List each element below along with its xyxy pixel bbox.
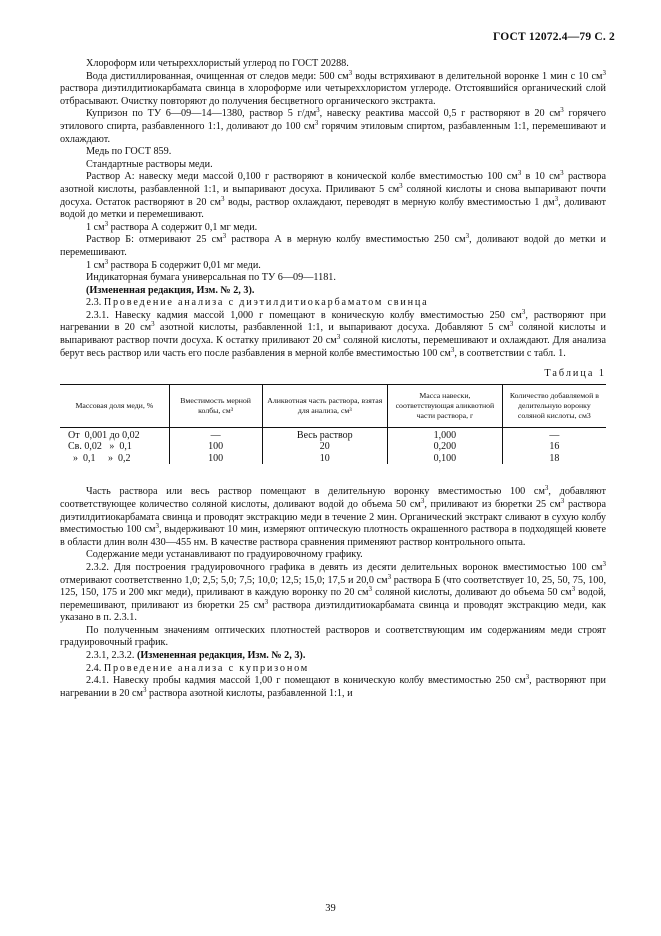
paragraph: Хлороформ или четыреххлористый углерод по ГОСТ 20288.	[86, 58, 349, 69]
table-row	[60, 441, 606, 453]
table-cell: От 0,001 до 0,02	[68, 429, 140, 441]
table-header-cell: Масса навески, соответствующая аликвотной части раствора, г	[388, 384, 503, 427]
table-1	[60, 384, 606, 465]
table-row	[60, 427, 606, 441]
text-block-top	[60, 58, 606, 360]
paragraph: 2.3.1, 2.3.2. (Измененная редакция, Изм. № 2, 3).	[86, 650, 306, 662]
paragraph: 2.3.2. Для построения градуировочного графика в девять из десяти делительных воронок вместимостью 100 $см^3$ отмеривают соответственно 1,0; 2,5; 5,0; 7,5; 10,0; 12,5; 15,0; 17,5 и 20,0 $см^3$ раствора Б (что соответствует 10, 25, 50, 75, 100, 125, 150, 175 и 200 мкг меди), приливают в каждую воронку по 20 $см^3$ соляной кислоты, доливают до объема 50 $см^3$ водой, перемешивают, приливают из бюретки 25 $см^3$ раствора диэтилдитиокарбамата свинца и проводят экстракцию меди, как указано в п. 2.3.1.	[60, 559, 606, 624]
table-cell: 0,200	[388, 441, 503, 453]
table-cell: Весь раствор	[262, 427, 388, 441]
paragraph: 2.4. Проведение анализа с купризоном	[86, 662, 310, 674]
table-cell: 1,000	[388, 427, 503, 441]
table-header-cell: Вместимость мерной колбы, см³	[169, 384, 262, 427]
table-cell: 100	[169, 453, 262, 465]
page-number: 39	[325, 903, 336, 914]
paragraph: По полученным значениям оптических плотностей растворов и соответствующим им содержаниям меди строят градуировочный график.	[60, 624, 606, 649]
paragraph: Раствор А: навеску меди массой 0,100 г растворяют в конической колбе вместимостью 100 $см^3$ в 10 $см^3$ раствора азотной кислоты, разбавленной 1:1, и выпаривают досуха. Приливают 5 $см^3$ соляной кислоты и снова выпаривают почти досуха. Остаток растворяют в 20 $см^3$ воды, раствор охлаждают, переводят в мерную колбу вместимостью 1 $дм^3$, доливают водой до метки и перемешивают.	[60, 169, 607, 221]
table-caption: Таблица 1	[544, 368, 606, 380]
page-header: ГОСТ 12072.4—79 С. 2	[492, 31, 615, 43]
table-cell: Св. 0,02 » 0,1	[68, 441, 132, 453]
paragraph: 2.4.1. Навеску пробы кадмия массой 1,00 г помещают в коническую колбу вместимостью 250 $см^3$, растворяют при нагревании в 20 $см^3$ раствора азотной кислоты, разбавленной 1:1, и	[60, 673, 606, 699]
table-header-row	[60, 384, 606, 427]
table-cell: —	[502, 427, 606, 441]
text-block-bottom	[60, 486, 606, 700]
paragraph: Купризон по ТУ 6—09—14—1380, раствор 5 $г/дм^3$, навеску реактива массой 0,5 г растворяют в 20 $см^3$ горячего этилового спирта, разбавленного 1:1, доливают до 100 $см^3$ горячим этиловым спиртом, разбавленным 1:1, перемешивают и охлаждают.	[60, 106, 606, 145]
table-header-cell: Аликвотная часть раствора, взятая для анализа, см³	[262, 384, 388, 427]
table-cell: 20	[262, 441, 388, 453]
table-body	[60, 427, 606, 464]
paragraph: Часть раствора или весь раствор помещают в делительную воронку вместимостью 100 $см^3$, добавляют соответствующее количество соляной кислоты, доливают водой до объема 50 $см^3$, приливают из бюретки 25 $см^3$ раствора диэтилдитиокарбамата свинца и проводят экстракцию меди в течение 2 мин. Органический экстракт сливают в сухую колбу вместимостью 100 $см^3$, выдерживают 10 мин, измеряют оптическую плотность окрашенного раствора в подходящей кювете в области длин волн 430—455 нм. В качестве раствора сравнения применяют раствор контрольного опыта.	[60, 484, 607, 548]
table-header-cell: Массовая доля меди, %	[60, 384, 169, 427]
paragraph: Вода дистиллированная, очищенная от следов меди: 500 $см^3$ воды встряхивают в делительной воронке 1 мин с 10 $см^3$ раствора диэтилдитиокарбамата свинца в хлороформе или четыреххлористом углероде. Отстоявшийся органический слой отбрасывают. Очистку повторяют до получения бесцветного органического экстракта.	[60, 68, 607, 107]
table-cell: 10	[262, 453, 388, 465]
table-cell: 0,100	[388, 453, 503, 465]
table-cell: —	[169, 427, 262, 441]
table-row	[60, 453, 606, 465]
table-header-cell: Количество добавляемой в делительную воронку соляной кислоты, см3	[502, 384, 606, 427]
paragraph: Содержание меди устанавливают по градуировочному графику.	[86, 549, 363, 561]
table-cell: 18	[502, 453, 606, 465]
paragraph: 1 $см^3$ раствора Б содержит 0,01 мг меди.	[86, 257, 261, 271]
paragraph: Индикаторная бумага универсальная по ТУ 6—09—1181.	[86, 272, 336, 284]
table-cell: 100	[169, 441, 262, 453]
paragraph: (Измененная редакция, Изм. № 2, 3).	[86, 284, 255, 296]
paragraph: 2.3. Проведение анализа с диэтилдитиокарбаматом свинца	[86, 297, 429, 309]
paragraph: 1 $см^3$ раствора А содержит 0,1 мг меди.	[86, 219, 258, 233]
table-cell: » 0,1 » 0,2	[68, 452, 131, 464]
paragraph: Медь по ГОСТ 859.	[86, 146, 172, 158]
paragraph: 2.3.1. Навеску кадмия массой 1,000 г помещают в коническую колбу вместимостью 250 $см^3$, растворяют при нагревании в 20 $см^3$ азотной кислоты, разбавленной 1:1, и выпаривают досуха. Добавляют 5 $см^3$ соляной кислоты и выпаривают раствор почти досуха. К остатку приливают 20 $см^3$ соляной кислоты, перемешивают и охлаждают. Для анализа берут весь раствор или часть его после разбавления в мерной колбе вместимостью 100 $см^3$, в соответствии с табл. 1.	[60, 307, 606, 359]
table-cell: 16	[502, 441, 606, 453]
document-body	[60, 58, 606, 700]
paragraph: Стандартные растворы меди.	[86, 158, 213, 170]
paragraph: Раствор Б: отмеривают 25 $см^3$ раствора А в мерную колбу вместимостью 250 $см^3$, доливают водой до метки и перемешивают.	[60, 232, 606, 258]
